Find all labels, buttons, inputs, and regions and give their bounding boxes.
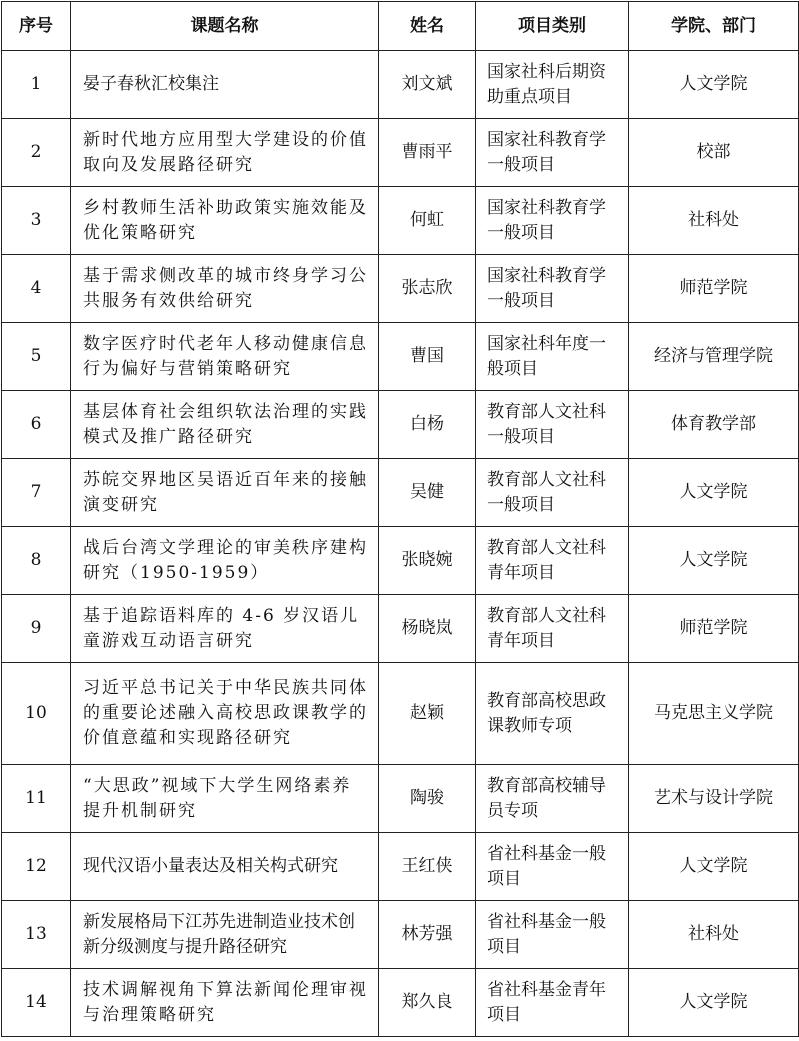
cell-title: 数字医疗时代老年人移动健康信息行为偏好与营销策略研究 bbox=[71, 323, 379, 391]
table-row bbox=[2, 255, 799, 323]
cell-category: 教育部人文社科一般项目 bbox=[476, 391, 629, 459]
cell-category: 省社科基金青年项目 bbox=[476, 969, 629, 1037]
table-row bbox=[2, 595, 799, 663]
cell-index: 10 bbox=[2, 663, 71, 765]
cell-department: 人文学院 bbox=[629, 527, 799, 595]
cell-index: 5 bbox=[2, 323, 71, 391]
table-row bbox=[2, 119, 799, 187]
cell-category: 国家社科年度一般项目 bbox=[476, 323, 629, 391]
cell-department: 社科处 bbox=[629, 187, 799, 255]
cell-category: 国家社科教育学一般项目 bbox=[476, 255, 629, 323]
cell-department: 艺术与设计学院 bbox=[629, 765, 799, 833]
table-row bbox=[2, 187, 799, 255]
cell-department: 人文学院 bbox=[629, 969, 799, 1037]
cell-name: 曹国 bbox=[379, 323, 476, 391]
cell-department: 人文学院 bbox=[629, 833, 799, 901]
cell-index: 8 bbox=[2, 527, 71, 595]
cell-category: 教育部人文社科一般项目 bbox=[476, 459, 629, 527]
table-row bbox=[2, 663, 799, 765]
cell-name: 郑久良 bbox=[379, 969, 476, 1037]
cell-name: 曹雨平 bbox=[379, 119, 476, 187]
cell-name: 陶骏 bbox=[379, 765, 476, 833]
cell-title: 新时代地方应用型大学建设的价值取向及发展路径研究 bbox=[71, 119, 379, 187]
cell-category: 省社科基金一般项目 bbox=[476, 833, 629, 901]
cell-department: 体育教学部 bbox=[629, 391, 799, 459]
cell-title: 基于需求侧改革的城市终身学习公共服务有效供给研究 bbox=[71, 255, 379, 323]
header-category: 项目类别 bbox=[476, 2, 629, 51]
cell-title: 乡村教师生活补助政策实施效能及优化策略研究 bbox=[71, 187, 379, 255]
header-title: 课题名称 bbox=[71, 2, 379, 51]
cell-category: 省社科基金一般项目 bbox=[476, 901, 629, 969]
cell-title: 战后台湾文学理论的审美秩序建构研究（1950-1959） bbox=[71, 527, 379, 595]
table-row bbox=[2, 969, 799, 1037]
cell-title: 新发展格局下江苏先进制造业技术创新分级测度与提升路径研究 bbox=[71, 901, 379, 969]
cell-name: 林芳强 bbox=[379, 901, 476, 969]
cell-name: 张晓婉 bbox=[379, 527, 476, 595]
cell-department: 马克思主义学院 bbox=[629, 663, 799, 765]
table-row bbox=[2, 323, 799, 391]
document-page bbox=[1, 1, 799, 1037]
cell-index: 3 bbox=[2, 187, 71, 255]
cell-name: 杨晓岚 bbox=[379, 595, 476, 663]
cell-category: 教育部高校辅导员专项 bbox=[476, 765, 629, 833]
cell-department: 人文学院 bbox=[629, 459, 799, 527]
cell-department: 人文学院 bbox=[629, 51, 799, 119]
cell-department: 师范学院 bbox=[629, 255, 799, 323]
cell-name: 张志欣 bbox=[379, 255, 476, 323]
cell-category: 教育部高校思政课教师专项 bbox=[476, 663, 629, 765]
cell-title: 基于追踪语料库的 4-6 岁汉语儿童游戏互动语言研究 bbox=[71, 595, 379, 663]
cell-title: “大思政”视域下大学生网络素养提升机制研究 bbox=[71, 765, 379, 833]
table-row bbox=[2, 51, 799, 119]
cell-title: 习近平总书记关于中华民族共同体的重要论述融入高校思政课教学的价值意蕴和实现路径研究 bbox=[71, 663, 379, 765]
cell-name: 白杨 bbox=[379, 391, 476, 459]
cell-index: 2 bbox=[2, 119, 71, 187]
cell-department: 经济与管理学院 bbox=[629, 323, 799, 391]
cell-index: 13 bbox=[2, 901, 71, 969]
cell-category: 教育部人文社科青年项目 bbox=[476, 595, 629, 663]
cell-name: 吴健 bbox=[379, 459, 476, 527]
header-name: 姓名 bbox=[379, 2, 476, 51]
header-index: 序号 bbox=[2, 2, 71, 51]
header-department: 学院、部门 bbox=[629, 2, 799, 51]
cell-index: 12 bbox=[2, 833, 71, 901]
table-row bbox=[2, 527, 799, 595]
cell-name: 赵颖 bbox=[379, 663, 476, 765]
cell-title: 现代汉语小量表达及相关构式研究 bbox=[71, 833, 379, 901]
cell-category: 教育部人文社科青年项目 bbox=[476, 527, 629, 595]
cell-index: 1 bbox=[2, 51, 71, 119]
table-row bbox=[2, 765, 799, 833]
table-row bbox=[2, 833, 799, 901]
table-header-row bbox=[2, 2, 799, 51]
cell-name: 王红侠 bbox=[379, 833, 476, 901]
table-row bbox=[2, 459, 799, 527]
cell-department: 社科处 bbox=[629, 901, 799, 969]
cell-index: 9 bbox=[2, 595, 71, 663]
cell-title: 技术调解视角下算法新闻伦理审视与治理策略研究 bbox=[71, 969, 379, 1037]
cell-index: 14 bbox=[2, 969, 71, 1037]
cell-title: 苏皖交界地区吴语近百年来的接触演变研究 bbox=[71, 459, 379, 527]
cell-title: 晏子春秋汇校集注 bbox=[71, 51, 379, 119]
project-table bbox=[1, 1, 799, 1037]
cell-index: 4 bbox=[2, 255, 71, 323]
cell-name: 刘文斌 bbox=[379, 51, 476, 119]
table-row bbox=[2, 901, 799, 969]
cell-index: 6 bbox=[2, 391, 71, 459]
cell-category: 国家社科教育学一般项目 bbox=[476, 187, 629, 255]
cell-department: 校部 bbox=[629, 119, 799, 187]
cell-category: 国家社科教育学一般项目 bbox=[476, 119, 629, 187]
cell-category: 国家社科后期资助重点项目 bbox=[476, 51, 629, 119]
cell-title: 基层体育社会组织软法治理的实践模式及推广路径研究 bbox=[71, 391, 379, 459]
cell-department: 师范学院 bbox=[629, 595, 799, 663]
table-row bbox=[2, 391, 799, 459]
cell-index: 7 bbox=[2, 459, 71, 527]
cell-index: 11 bbox=[2, 765, 71, 833]
cell-name: 何虹 bbox=[379, 187, 476, 255]
